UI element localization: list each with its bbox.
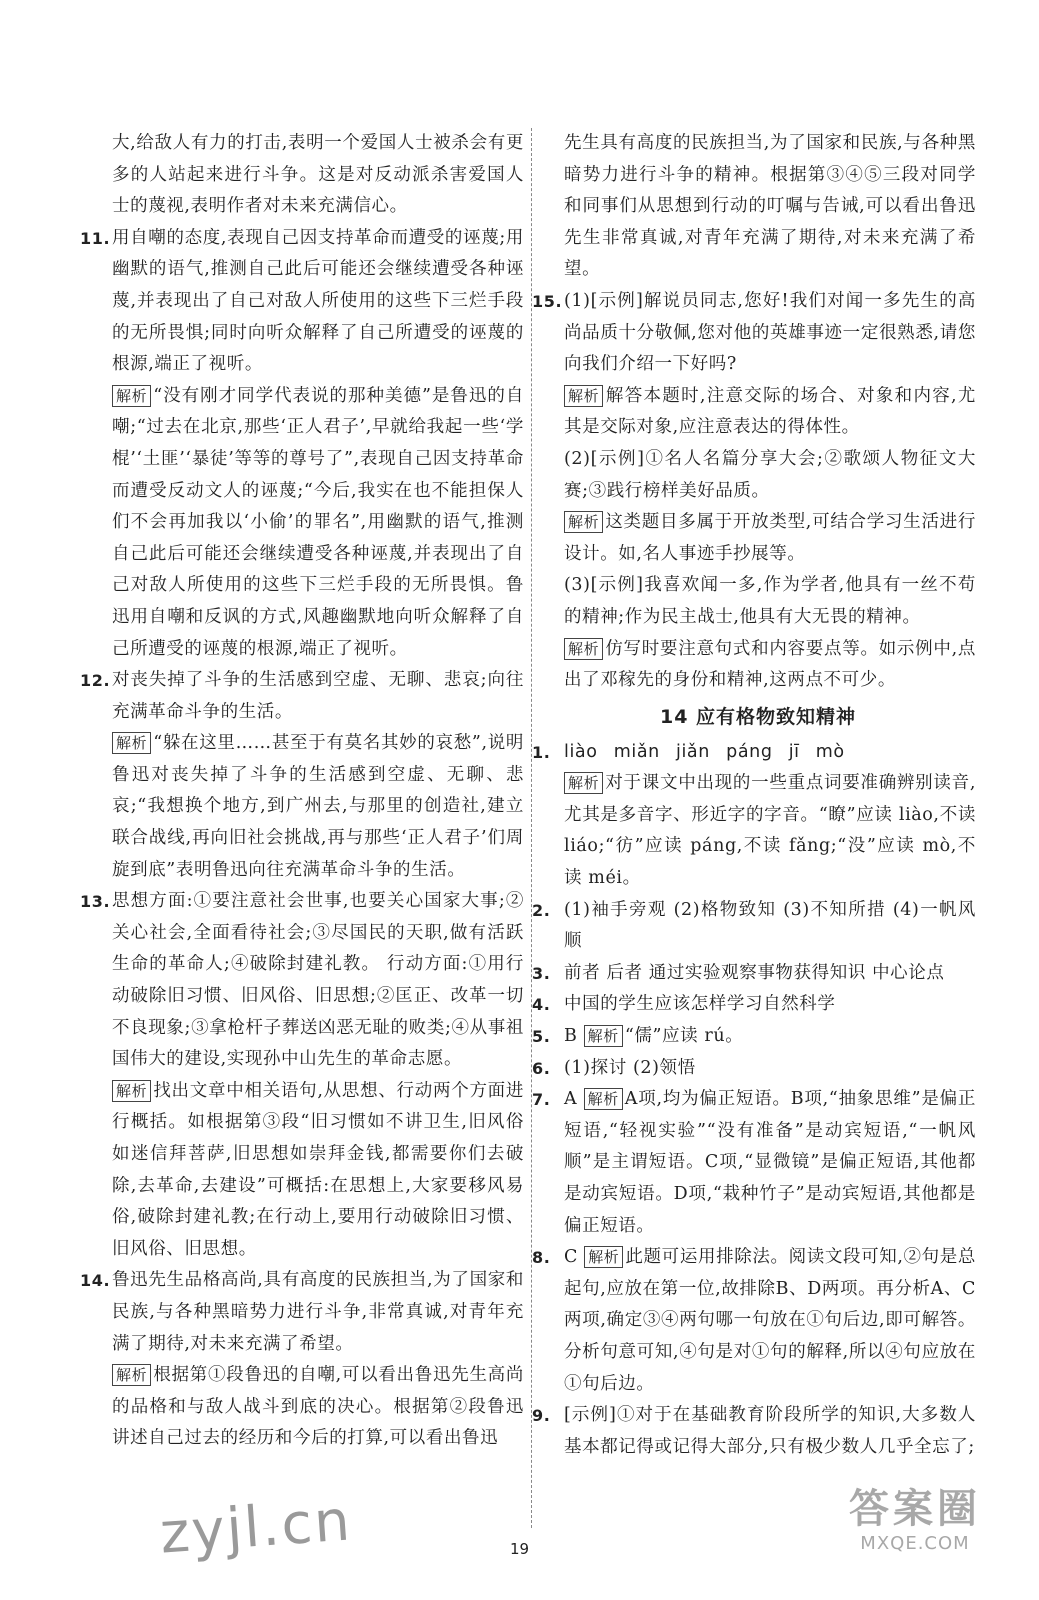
answer-8: 8. C 解析 此题可运用排除法。阅读文段可知,②句是总起句,应放在第一位,故排除B、D两项。再分析A、C两项,确定③④两句哪一句放在①句后边,即可解答。分析句意可知,④句是对①句的解释,所以④句应放在①句后边。: [540, 1242, 976, 1400]
question-number: 11.: [80, 228, 111, 248]
analysis-tag: 解析: [584, 1246, 623, 1268]
question-number: 9.: [532, 1406, 551, 1426]
answer-text: A: [564, 1089, 578, 1110]
analysis-tag: 解析: [564, 772, 603, 794]
question-number: 5.: [532, 1027, 551, 1047]
answer-4: [532, 989, 976, 1021]
answer-7: 7. A 解析 A项,均为偏正短语。B项,“抽象思维”是偏正短语,“轻视实验”“没有准备”是动宾短语,“一帆风顺”是主谓短语。C项,“显微镜”是偏正短语,其他都是动宾短语。D项,“栽种竹子”是动宾短语,其他都是偏正短语。: [540, 1084, 976, 1242]
question-number: 14.: [80, 1271, 111, 1291]
question-number: 3.: [532, 963, 551, 983]
analysis: 解析 对于课文中出现的一些重点词要准确辨别读音,尤其是多音字、形近字的字音。“瞭”应读 liào,不读 liáo;“彷”应读 páng,不读 fǎng;“没”应读 mò,不读 méi。: [564, 773, 976, 889]
watermark-logo: zyjl.cn: [157, 1488, 354, 1567]
section-title: 14 应有格物致知精神: [659, 705, 857, 728]
question-number: 1.: [532, 742, 551, 762]
answer-text: B: [564, 1026, 578, 1047]
analysis: 解析 “躲在这里……甚至于有莫名其妙的哀愁”,说明鲁迅对丧失掉了斗争的生活感到空虚、无聊、悲哀;“我想换个地方,到广州去,与那里的创造社,建立联合战线,再向旧社会挑战,再与那些‘正人君子’们周旋到底”表明鲁迅向往充满革命斗争的生活。: [112, 733, 524, 880]
page-number: 19: [509, 1540, 530, 1558]
analysis-tag: 解析: [112, 732, 151, 754]
question-number: 2.: [532, 900, 551, 920]
analysis: 解析 仿写时要注意句式和内容要点等。如示例中,点出了邓稼先的身份和精神,这两点不可少。: [564, 638, 976, 691]
answer-text: 思想方面:①要注意社会世事,也要关心国家大事;②关心社会,全面看待社会;③尽国民的天职,做有活跃生命的革命人;④破除封建礼教。 行动方面:①用行动破除旧习惯、旧风俗、旧思想;②匡正、改革一切不良现象;③拿枪杆子葬送凶恶无耻的败类;④从事祖国伟大的建设,实现孙中山先生的革命志愿。: [112, 891, 524, 1070]
analysis-tag: 解析: [112, 385, 151, 407]
answer-text: (1)袖手旁观 (2)格物致知 (3)不知所措 (4)一帆风顺: [564, 899, 976, 952]
part-2: (2)[示例]①名人名篇分享大会;②歌颂人物征文大赛;③践行榜样美好品质。: [564, 448, 976, 501]
answer-text: [示例]①对于在基础教育阶段所学的知识,大多数人基本都记得或记得大部分,只有极少数人几乎全忘了;: [564, 1405, 976, 1457]
analysis: 解析 根据第①段鲁迅的自嘲,可以看出鲁迅先生高尚的品格和与敌人战斗到底的决心。根据第②段鲁迅讲述自己过去的经历和今后的打算,可以看出鲁迅: [112, 1365, 524, 1449]
analysis-tag: 解析: [584, 1088, 623, 1110]
part-3: (3)[示例]我喜欢闻一多,作为学者,他具有一丝不苟的精神;作为民主战士,他具有大无畏的精神。: [564, 575, 976, 627]
part-1: (1)[示例]解说员同志,您好!我们对闻一多先生的高尚品质十分敬佩,您对他的英雄事迹一定很熟悉,请您向我们介绍一下好吗?: [564, 290, 976, 375]
question-number: 6.: [532, 1058, 551, 1078]
question-number: 4.: [532, 995, 551, 1015]
analysis-tag: 解析: [564, 511, 603, 533]
left-column: [80, 128, 524, 1455]
answer-2: [532, 895, 976, 958]
watermark-badge: [840, 1485, 990, 1554]
answer-1: [532, 737, 976, 895]
question-number: 12.: [80, 671, 111, 691]
answer-text: liào miǎn jiǎn páng jī mò: [564, 741, 845, 762]
watermark-title: 答案圈: [849, 1486, 981, 1532]
analysis-tag: 解析: [564, 638, 603, 660]
answer-text: 对丧失掉了斗争的生活感到空虚、无聊、悲哀;向往充满革命斗争的生活。: [112, 670, 524, 722]
analysis: 解析 这类题目多属于开放类型,可结合学习生活进行设计。如,名人事迹手抄展等。: [564, 512, 976, 564]
analysis-tag: 解析: [112, 1080, 151, 1102]
answer-text: (1)探讨 (2)领悟: [564, 1057, 696, 1078]
answer-12: [80, 665, 524, 886]
question-number: 13.: [80, 892, 111, 912]
analysis: 解析 找出文章中相关语句,从思想、行动两个方面进行概括。如根据第③段“旧习惯如不讲卫生,旧风俗如迷信拜菩萨,旧思想如崇拜金钱,都需要你们去破除,去革命,去建设”可概括:在思想上,大家要移风易俗,破除封建礼教;在行动上,要用行动破除旧习惯、旧风俗、旧思想。: [112, 1080, 524, 1259]
question-number: 7.: [532, 1090, 551, 1110]
column-divider: [531, 128, 533, 1528]
answer-15: [532, 286, 976, 697]
answer-5: 5. B 解析 “儒”应读 rú。: [540, 1021, 976, 1053]
answer-text: 鲁迅先生品格高尚,具有高度的民族担当,为了国家和民族,与各种黑暗势力进行斗争,非常真诚,对青年充满了期待,对未来充满了希望。: [112, 1270, 524, 1354]
answer-text: 用自嘲的态度,表现自己因支持革命而遭受的诬蔑;用幽默的语气,推测自己此后可能还会继续遭受各种诬蔑,并表现出了自己对敌人所使用的这些下三烂手段的无所畏惧;同时向听众解释了自己所遭受的诬蔑的根源,端正了视听。: [112, 227, 524, 375]
answer-11: [80, 223, 524, 665]
answer-3: [532, 958, 976, 990]
analysis: 解析 解答本题时,注意交际的场合、对象和内容,尤其是交际对象,应注意表达的得体性。: [564, 385, 976, 438]
question-number: 8.: [532, 1248, 551, 1268]
answer-6: [532, 1053, 976, 1085]
analysis-tag: 解析: [112, 1364, 151, 1386]
watermark-url: MXQE.COM: [860, 1533, 970, 1554]
answer-text: C: [564, 1247, 578, 1268]
right-column: [532, 128, 977, 1463]
continued-answer: 大,给敌人有力的打击,表明一个爱国人士被杀会有更多的人站起来进行斗争。这是对反动派杀害爱国人士的蔑视,表明作者对未来充满信心。: [112, 133, 524, 217]
analysis: 解析 “没有刚才同学代表说的那种美德”是鲁迅的自嘲;“过去在北京,那些‘正人君子’,早就给我起一些‘学棍’‘土匪’‘暴徒’等等的尊号了”,表现自己因支持革命而遭受反动文人的诬蔑;“今后,我实在也不能担保人们不会再加我以‘小偷’的罪名”,用幽默的语气,推测自己此后可能还会继续遭受各种诬蔑,并表现出了自己对敌人所使用的这些下三烂手段的无所畏惧。鲁迅用自嘲和反讽的方式,风趣幽默地向听众解释了自己所遭受的诬蔑的根源,端正了视听。: [112, 385, 524, 659]
answer-text: 中国的学生应该怎样学习自然科学: [564, 994, 836, 1015]
analysis-tag: 解析: [584, 1025, 623, 1047]
answer-14: [80, 1265, 524, 1455]
answer-9: [532, 1400, 976, 1463]
continued-analysis: 先生具有高度的民族担当,为了国家和民族,与各种黑暗势力进行斗争的精神。根据第③④⑤三段对同学和同事们从思想到行动的叮嘱与告诫,可以看出鲁迅先生非常真诚,对青年充满了期待,对未来充满了希望。: [564, 133, 976, 280]
question-number: 15.: [532, 291, 563, 311]
answer-text: 前者 后者 通过实验观察事物获得知识 中心论点: [564, 962, 945, 983]
analysis-tag: 解析: [564, 385, 603, 407]
answer-13: [80, 886, 524, 1265]
